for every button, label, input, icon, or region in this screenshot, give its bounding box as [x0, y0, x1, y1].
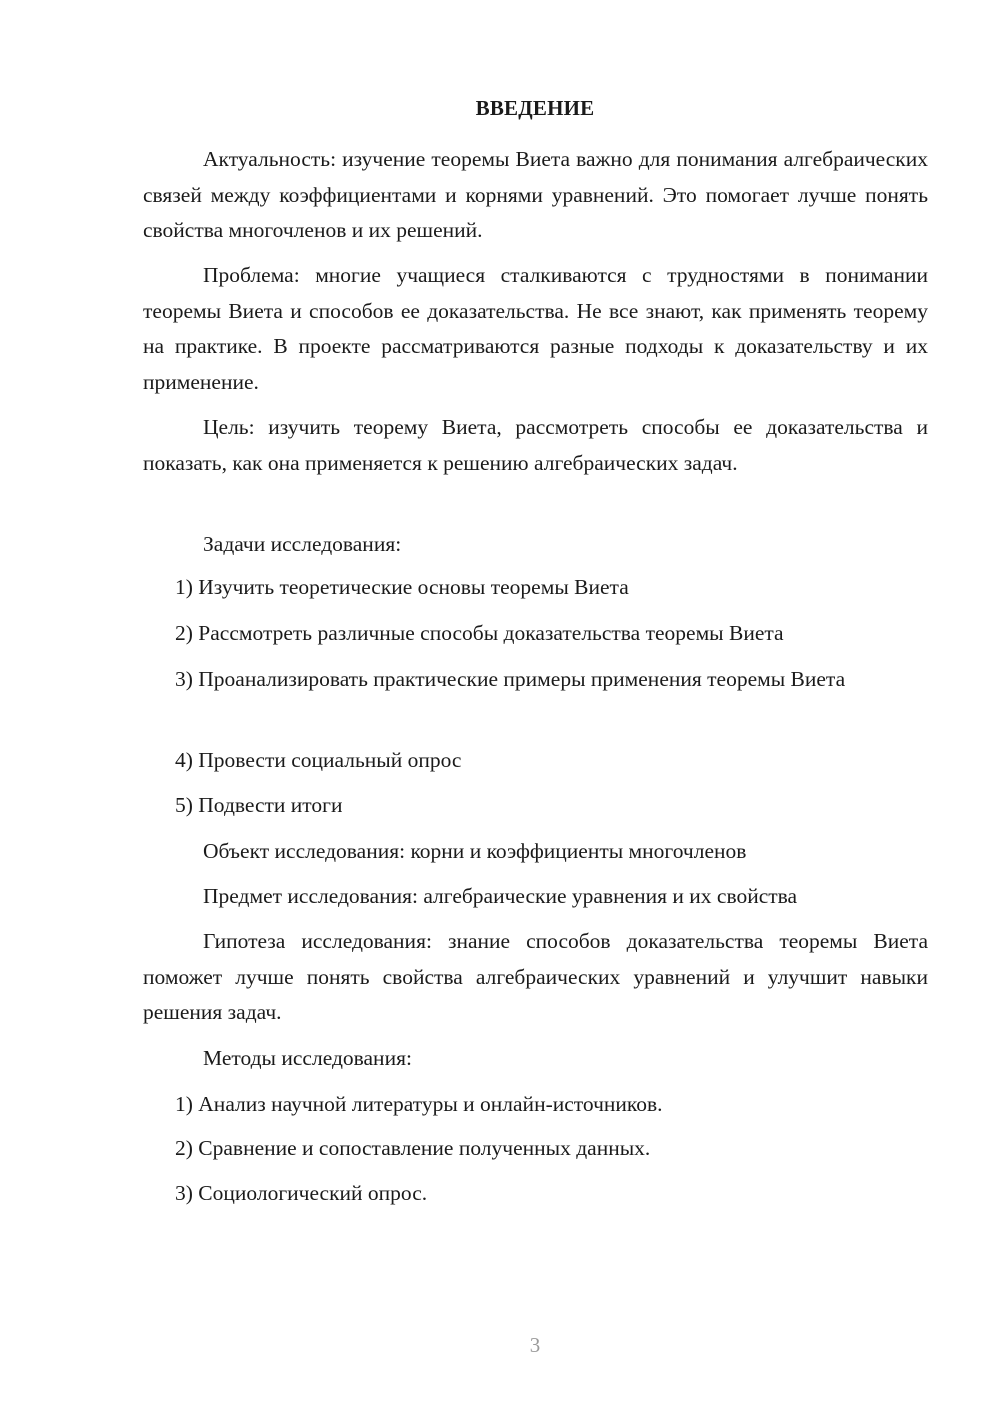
goal-paragraph: Цель: изучить теорему Виета, рассмотреть способы ее доказательства и показать, как она применяется к решению алгебраических задач.: [143, 415, 928, 475]
relevance-paragraph: Актуальность: изучение теоремы Виета важно для понимания алгебраических связей между коэффициентами и корнями уравнений. Это помогает лучше понять свойства многочленов и их решений.: [143, 147, 928, 242]
method-item: 2) Сравнение и сопоставление полученных данных.: [175, 1136, 651, 1160]
task-item: 3) Проанализировать практические примеры применения теоремы Виета: [175, 667, 846, 691]
methods-heading: Методы исследования:: [203, 1046, 412, 1070]
research-subject: Предмет исследования: алгебраические уравнения и их свойства: [203, 884, 798, 908]
page-title: ВВЕДЕНИЕ: [475, 96, 595, 120]
hypothesis-paragraph: Гипотеза исследования: знание способов доказательства теоремы Виета поможет лучше понять свойства алгебраических уравнений и улучшит навыки решения задач.: [143, 929, 928, 1024]
problem-paragraph: Проблема: многие учащиеся сталкиваются с трудностями в понимании теоремы Виета и способов ее доказательства. Не все знают, как применять теорему на практике. В проекте рассматриваются разные подходы к доказательству и их применение.: [143, 263, 928, 394]
task-item: 4) Провести социальный опрос: [175, 748, 462, 772]
task-item: 1) Изучить теоретические основы теоремы Виета: [175, 575, 629, 599]
research-object: Объект исследования: корни и коэффициенты многочленов: [203, 839, 747, 863]
task-item: 5) Подвести итоги: [175, 793, 343, 817]
task-item: 2) Рассмотреть различные способы доказательства теоремы Виета: [175, 621, 784, 645]
method-item: 3) Социологический опрос.: [175, 1181, 428, 1205]
tasks-heading: Задачи исследования:: [203, 532, 402, 556]
page-number: 3: [529, 1333, 541, 1357]
method-item: 1) Анализ научной литературы и онлайн-источников.: [175, 1092, 663, 1116]
